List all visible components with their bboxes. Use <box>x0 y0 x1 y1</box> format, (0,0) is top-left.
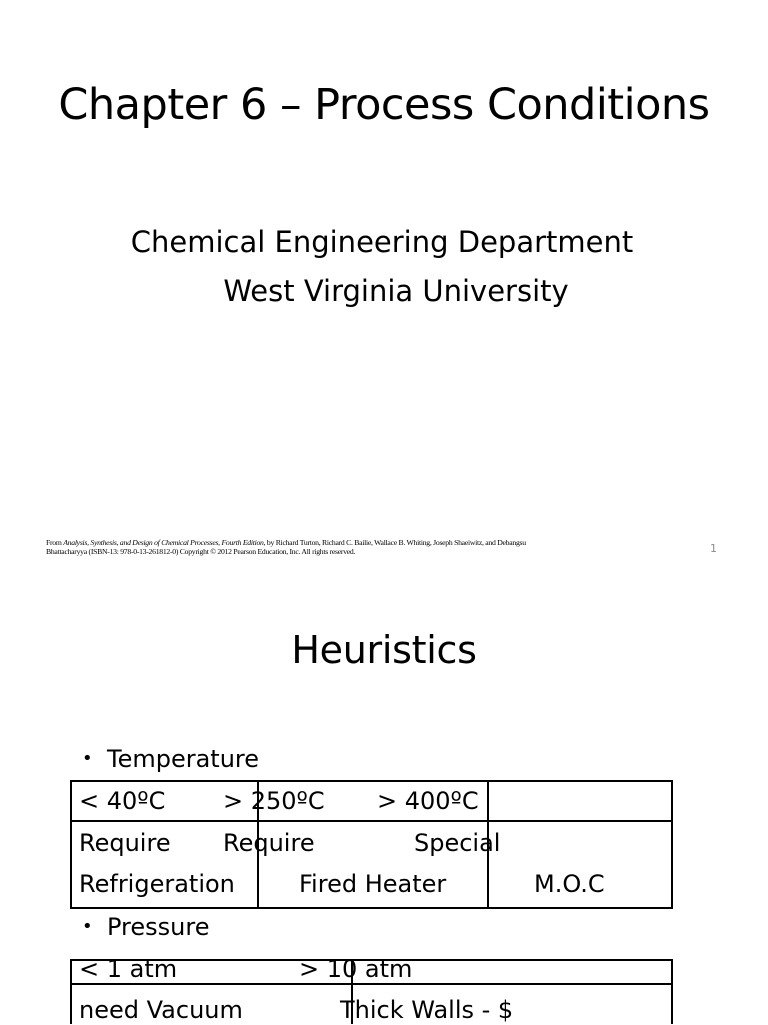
temperature-table <box>70 780 673 909</box>
table-cell: need Vacuum <box>79 996 243 1024</box>
subtitle-university: West Virginia University <box>223 274 569 308</box>
subtitle-department: Chemical Engineering Department <box>130 225 634 259</box>
copyright-footer <box>46 539 706 557</box>
table-cell: Fired Heater <box>299 870 447 898</box>
table-cell: Thick Walls - $ <box>340 996 514 1024</box>
table-cell: > 250ºC <box>223 787 325 815</box>
pressure-table <box>70 955 673 1024</box>
table-cell: < 1 atm <box>79 955 178 983</box>
table-cell: < 40ºC <box>79 787 166 815</box>
row-divider <box>72 820 671 822</box>
heuristics-slide <box>0 576 768 1024</box>
bullet-temperature <box>82 745 259 773</box>
slide-title: Heuristics <box>291 628 477 672</box>
table-cell: Refrigeration <box>79 870 235 898</box>
bullet-icon: • <box>82 916 93 937</box>
table-cell: > 10 atm <box>299 955 413 983</box>
table-cell: Require <box>223 829 315 857</box>
bullet-pressure <box>82 913 209 941</box>
table-cell: Require <box>79 829 171 857</box>
slide-number: 1 <box>710 542 717 555</box>
table-cell: Special <box>414 829 501 857</box>
footer-copyright: Bhattacharyya (ISBN-13: 978-0-13-261812-0) Copyright © 2012 Pearson Education, Inc. All rights reserved. <box>46 548 356 556</box>
slide-title: Chapter 6 – Process Conditions <box>58 80 710 130</box>
bullet-label: Pressure <box>107 913 210 941</box>
footer-book-title: Analysis, Synthesis, and Design of Chemical Processes, Fourth Edition, <box>63 539 266 547</box>
footer-from: From <box>46 539 62 547</box>
bullet-label: Temperature <box>107 745 260 773</box>
bullet-icon: • <box>82 748 93 769</box>
footer-authors: by Richard Turton, Richard C. Bailie, Wallace B. Whiting, Joseph Shaeiwitz, and Debangsu <box>266 539 526 547</box>
table-cell: > 400ºC <box>377 787 479 815</box>
table-cell: M.O.C <box>534 870 605 898</box>
